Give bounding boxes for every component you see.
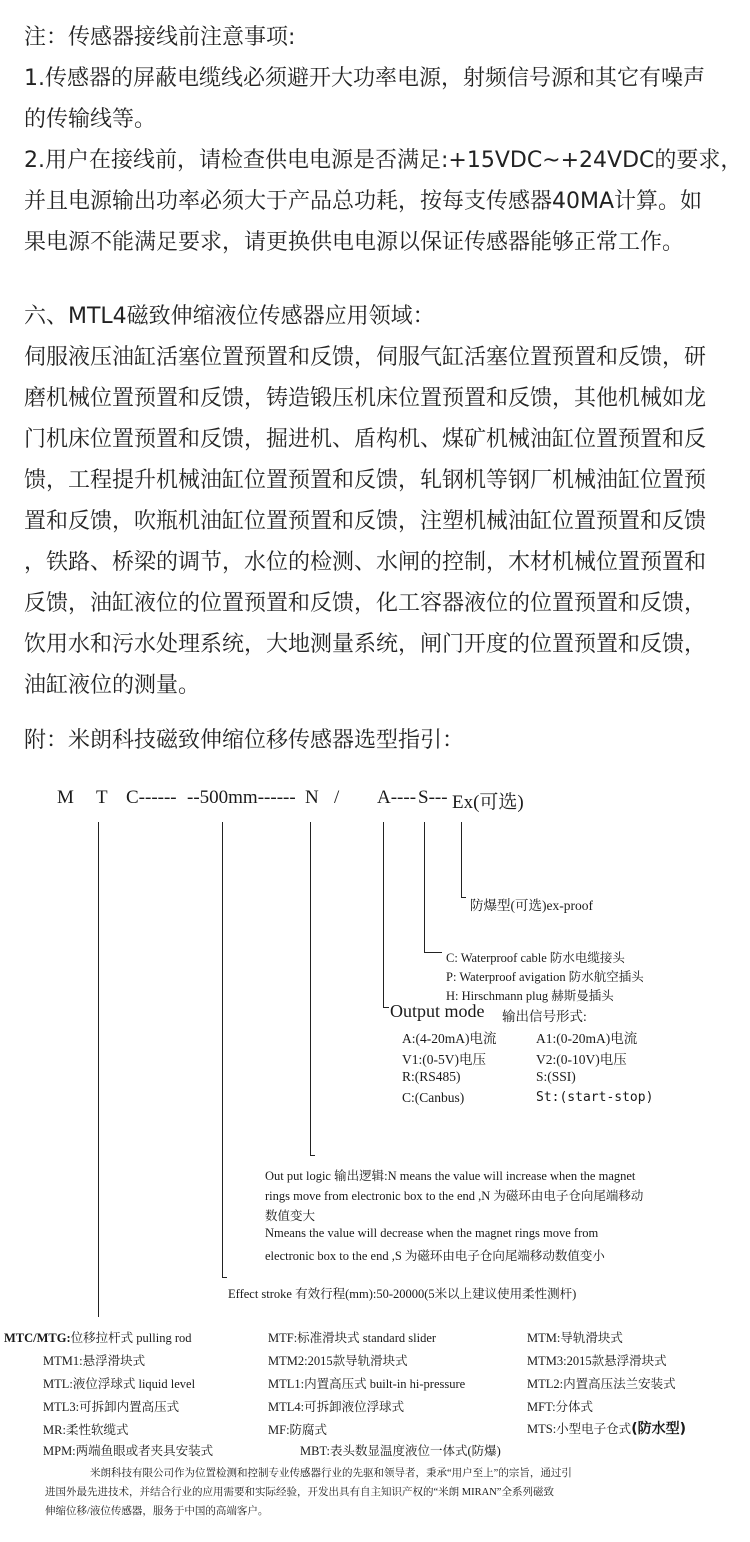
explosion-proof-label: 防爆型(可选)ex-proof — [470, 898, 593, 913]
model-desc: 柔性软缆式 — [65, 1423, 129, 1437]
output-logic-line: rings move from electronic box to the end ,N 为磁环由电子仓向尾端移动 — [265, 1189, 644, 1203]
connector-line — [461, 822, 462, 897]
output-option: A1:(0-20mA)电流 — [536, 1031, 638, 1046]
output-option: R:(RS485) — [402, 1069, 461, 1084]
model-desc: MTM:导轨滑块式 — [527, 1331, 623, 1345]
output-mode-title-cn: 输出信号形式: — [502, 1009, 587, 1024]
model-desc: MTM2:2015款导轨滑块式 — [268, 1354, 408, 1368]
model-row — [4, 1328, 192, 1346]
model-desc: 液位浮球式 liquid level — [72, 1377, 196, 1391]
model-code-label: MPM: — [43, 1444, 76, 1458]
model-code-label: MR: — [43, 1423, 66, 1437]
waterproof-label: (防水型) — [631, 1421, 686, 1437]
output-logic-line: Out put logic 输出逻辑:N means the value will increase when the magnet — [265, 1169, 636, 1183]
model-desc: 可拆卸内置高压式 — [79, 1400, 180, 1414]
code-ex: Ex(可选) — [452, 792, 524, 813]
model-desc: MTL1:内置高压式 built-in hi-pressure — [268, 1377, 466, 1391]
model-desc: 位移拉杆式 pulling rod — [70, 1331, 192, 1345]
connector-line — [310, 822, 311, 1155]
model-desc: MFT:分体式 — [527, 1400, 594, 1414]
footer-line: 伸缩位移/液位传感器，服务于中国的高端客户。 — [45, 1506, 269, 1517]
connector-line — [424, 822, 425, 952]
code-a: A---- — [377, 787, 417, 808]
code-m: M — [57, 787, 74, 808]
model-desc: MTL2:内置高压法兰安装式 — [527, 1377, 676, 1391]
model-row — [43, 1351, 145, 1369]
applications-line: 馈，工程提升机械油缸位置预置和反馈，轧钢机等钢厂机械油缸位置预 — [24, 468, 707, 493]
connector-line — [424, 952, 442, 953]
code-slash: / — [334, 787, 340, 808]
applications-line: 伺服液压油缸活塞位置预置和反馈，伺服气缸活塞位置预置和反馈，研 — [24, 345, 707, 370]
model-row — [43, 1441, 213, 1459]
model-desc: 两端鱼眼或者夹具安装式 — [75, 1444, 214, 1458]
model-desc: MTF:标准滑块式 standard slider — [268, 1331, 437, 1345]
notes-heading: 注：传感器接线前注意事项: — [24, 25, 296, 50]
code-n: N — [305, 787, 319, 808]
output-logic-line: 数值变大 — [265, 1209, 316, 1223]
notes-line: 果电源不能满足要求，请更换供电电源以保证传感器能够正常工作。 — [24, 230, 685, 255]
connector-option: H: Hirschmann plug 赫斯曼插头 — [446, 989, 614, 1003]
connector-line — [383, 1007, 389, 1008]
model-desc: MBT:表头数显温度液位一体式(防爆) — [300, 1444, 501, 1458]
notes-line: 并且电源输出功率必须大于产品总功耗，按每支传感器40MA计算。如 — [24, 189, 703, 214]
model-row — [43, 1397, 179, 1415]
output-option: A:(4-20mA)电流 — [402, 1031, 497, 1046]
model-desc: MTL4:可拆卸液位浮球式 — [268, 1400, 405, 1414]
model-code-label: MTL3: — [43, 1400, 80, 1414]
applications-line: 油缸液位的测量。 — [24, 673, 201, 698]
model-code-label: MTM1: — [43, 1354, 83, 1368]
notes-line: 2.用户在接线前，请检查供电电源是否满足:+15VDC~+24VDC的要求， — [24, 148, 743, 173]
footer-line: 米朗科技有限公司作为位置检测和控制专业传感器行业的先驱和领导者，秉承“用户至上”的宗旨，通过引 — [90, 1468, 572, 1479]
connector-line — [383, 822, 384, 1007]
footer-line: 进国外最先进技术，并结合行业的应用需要和实际经验，开发出具有自主知识产权的“米朗 MIRAN”全系列磁致 — [45, 1487, 554, 1498]
connector-option: C: Waterproof cable 防水电缆接头 — [446, 951, 625, 965]
model-row — [527, 1418, 686, 1438]
code-s: S--- — [418, 787, 448, 808]
applications-line: 反馈，油缸液位的位置预置和反馈，化工容器液位的位置预置和反馈， — [24, 591, 707, 616]
connector-option: P: Waterproof avigation 防水航空插头 — [446, 970, 644, 984]
output-logic-line: Nmeans the value will decrease when the magnet rings move from — [265, 1226, 599, 1240]
notes-line: 1.传感器的屏蔽电缆线必须避开大功率电源，射频信号源和其它有噪声 — [24, 66, 705, 91]
model-code-label: MTL: — [43, 1377, 73, 1391]
applications-line: ，铁路、桥梁的调节，水位的检测、水闸的控制，木材机械位置预置和 — [24, 550, 707, 575]
guide-heading: 附：米朗科技磁致伸缩位移传感器选型指引： — [24, 728, 465, 753]
applications-line: 门机床位置预置和反馈，掘进机、盾构机、煤矿机械油缸位置预置和反 — [24, 427, 707, 452]
applications-line: 置和反馈，吹瓶机油缸位置预置和反馈，注塑机械油缸位置预置和反馈 — [24, 509, 707, 534]
model-code-label: MTC/MTG: — [4, 1331, 71, 1345]
output-logic-line: electronic box to the end ,S 为磁环由电子仓向尾端移动数值变小 — [265, 1249, 605, 1263]
output-option: S:(SSI) — [536, 1069, 576, 1084]
connector-line — [461, 897, 466, 898]
applications-heading: 六、MTL4磁致伸缩液位传感器应用领域： — [24, 304, 435, 329]
output-mode-title: Output mode — [390, 1001, 485, 1021]
code-t: T — [96, 787, 108, 808]
model-desc: MTS:小型电子仓式 — [527, 1422, 632, 1436]
model-desc: MTM3:2015款悬浮滑块式 — [527, 1354, 667, 1368]
model-desc: MF:防腐式 — [268, 1423, 328, 1437]
output-option: St:(start-stop) — [536, 1090, 654, 1105]
applications-line: 磨机械位置预置和反馈，铸造锻压机床位置预置和反馈，其他机械如龙 — [24, 386, 707, 411]
code-stroke: --500mm------ — [187, 787, 296, 808]
output-option: V1:(0-5V)电压 — [402, 1052, 486, 1067]
connector-line — [222, 1277, 227, 1278]
connector-line — [222, 822, 223, 1277]
notes-line: 的传输线等。 — [24, 107, 157, 132]
output-option: C:(Canbus) — [402, 1090, 465, 1105]
applications-line: 饮用水和污水处理系统，大地测量系统，闸门开度的位置预置和反馈， — [24, 632, 707, 657]
connector-line — [98, 822, 99, 1317]
model-row — [43, 1420, 128, 1438]
connector-line — [310, 1155, 315, 1156]
model-row — [43, 1374, 195, 1392]
output-option: V2:(0-10V)电压 — [536, 1052, 627, 1067]
model-desc: 悬浮滑块式 — [82, 1354, 146, 1368]
code-c: C------ — [126, 787, 177, 808]
effect-stroke-label: Effect stroke 有效行程(mm):50-20000(5米以上建议使用柔性测杆) — [228, 1287, 577, 1301]
